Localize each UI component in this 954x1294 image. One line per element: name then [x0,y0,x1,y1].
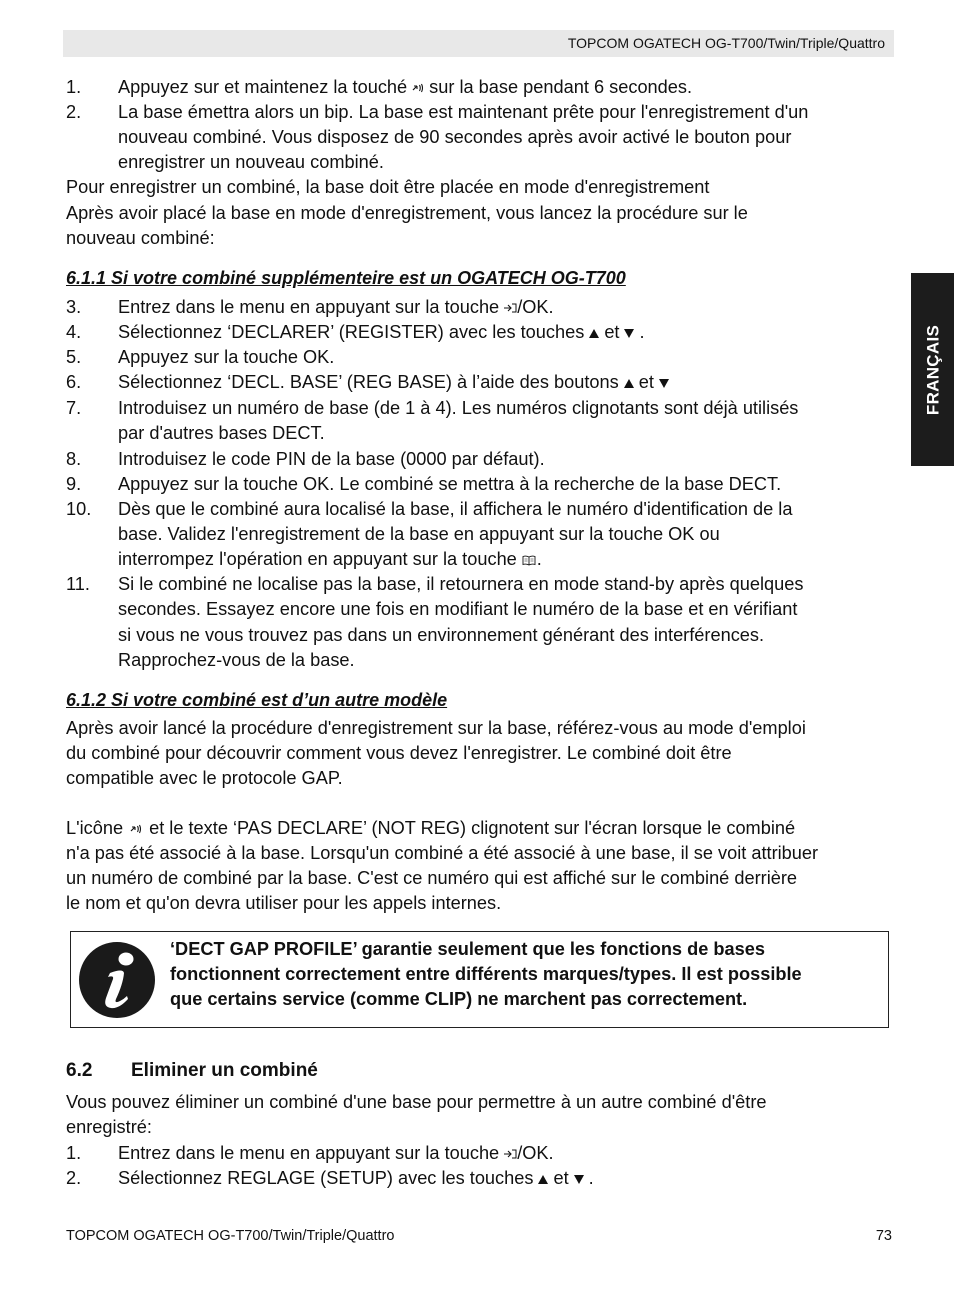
step-text: Introduisez le code PIN de la base (0000 par défaut). [118,449,545,469]
step-text: si vous ne vous trouvez pas dans un environnement générant des interférences. [118,625,765,645]
step-text: Sélectionnez ‘DECL. BASE’ (REG BASE) à l’aide des boutons et [118,370,674,395]
note-box [70,931,889,1028]
paragraph-line: enregistré: [66,1117,152,1137]
up-arrow-icon [588,328,600,339]
step-number: 9. [66,474,82,494]
step-text: Rapprochez-vous de la base. [118,650,355,670]
header-title: TOPCOM OGATECH OG-T700/Twin/Triple/Quattro [567,35,885,51]
step-number: 8. [66,449,82,469]
phonebook-icon [521,554,537,567]
step-text: Appuyez sur la touche OK. [118,347,335,367]
step-text: par d'autres bases DECT. [118,423,325,443]
step-text: secondes. Essayez encore une fois en modifiant le numéro de la base et en vérifiant [118,599,798,619]
subsection-title: 6.1.2 Si votre combiné est d’un autre modèle [66,690,448,710]
down-arrow-icon [623,328,635,339]
step-text: Appuyez sur et maintenez la touché sur la base pendant 6 secondes. [118,77,693,97]
down-arrow-icon [658,378,670,389]
step-text: Sélectionnez ‘DECLARER’ (REGISTER) avec les touches et . [118,322,645,342]
menu-key-icon [503,301,517,315]
step-text: nouveau combiné. Vous disposez de 90 secondes après avoir activé le bouton pour [118,127,792,147]
note-text: ‘DECT GAP PROFILE’ garantie seulement que les fonctions de bases [170,939,765,959]
paragraph-line: le nom et qu'on devra utiliser pour les appels internes. [66,893,502,913]
step-text: Dès que le combiné aura localisé la base, il affichera le numéro d'identification de la [118,499,793,519]
note-text: que certains service (comme CLIP) ne marchent pas correctement. [170,989,748,1009]
section-number: 6.2 [66,1060,93,1081]
page-number: 73 [875,1228,892,1244]
paragraph-line: Vous pouvez éliminer un combiné d'une base pour permettre à un autre combiné d'être [66,1092,767,1112]
page-header [63,30,894,57]
step-number: 5. [66,347,82,367]
up-arrow-icon [537,1174,549,1185]
step-number: 2. [66,102,82,122]
step-text: Entrez dans le menu en appuyant sur la touche /OK. [118,297,554,317]
info-i-icon [77,940,157,1020]
note-text: fonctionnent correctement entre différents marques/types. Il est possible [170,964,802,984]
step-number: 7. [66,398,82,418]
step-text: Entrez dans le menu en appuyant sur la touche /OK. [118,1143,554,1163]
footer-title: TOPCOM OGATECH OG-T700/Twin/Triple/Quattro [66,1228,395,1244]
step-text: Sélectionnez REGLAGE (SETUP) avec les touches et . [118,1168,594,1188]
step-text: interrompez l'opération en appuyant sur la touche . [118,549,542,569]
step-number: 2. [66,1168,82,1188]
page-key-icon [411,81,425,95]
paragraph-line: Pour enregistrer un combiné, la base doit être placée en mode d'enregistrement [66,177,710,197]
paragraph-line: un numéro de combiné par la base. C'est ce numéro qui est affiché sur le combiné derrière [66,868,798,888]
menu-key-icon [503,1147,517,1161]
paragraph-line: n'a pas été associé à la base. Lorsqu'un combiné a été associé à une base, il se voit attribuer [66,843,819,863]
page-key-icon [129,822,143,836]
down-arrow-icon [573,1174,585,1185]
step-text: enregistrer un nouveau combiné. [118,152,384,172]
language-tab-label: FRANÇAIS [922,324,942,415]
language-tab [911,273,954,466]
paragraph-line: compatible avec le protocole GAP. [66,768,343,788]
paragraph-line: Après avoir placé la base en mode d'enregistrement, vous lancez la procédure sur le [66,203,748,223]
paragraph-line: L'icône et le texte ‘PAS DECLARE’ (NOT REG) clignotent sur l'écran lorsque le combiné [66,818,796,838]
step-number: 1. [66,1143,82,1163]
paragraph-line: du combiné pour découvrir comment vous devez l'enregistrer. Le combiné doit être [66,743,732,763]
step-number: 10. [66,499,92,519]
up-arrow-icon [623,378,635,389]
paragraph-line: Après avoir lancé la procédure d'enregistrement sur la base, référez-vous au mode d'emploi [66,718,806,738]
paragraph-line: nouveau combiné: [66,228,215,248]
step-text: Appuyez sur la touche OK. Le combiné se mettra à la recherche de la base DECT. [118,474,782,494]
subsection-title: 6.1.1 Si votre combiné supplémenteire est un OGATECH OG-T700 [66,268,626,288]
step-number: 6. [66,372,82,392]
step-text: Introduisez un numéro de base (de 1 à 4). Les numéros clignotants sont déjà utilisés [118,398,799,418]
step-number: 11. [66,574,90,594]
section-title: Eliminer un combiné [131,1060,318,1081]
step-number: 3. [66,297,82,317]
step-number: 1. [66,77,82,97]
step-text: base. Validez l'enregistrement de la base en appuyant sur la touche OK ou [118,524,720,544]
step-number: 4. [66,322,82,342]
step-text: La base émettra alors un bip. La base est maintenant prête pour l'enregistrement d'un [118,102,809,122]
step-text: Si le combiné ne localise pas la base, il retournera en mode stand-by après quelques [118,574,804,594]
